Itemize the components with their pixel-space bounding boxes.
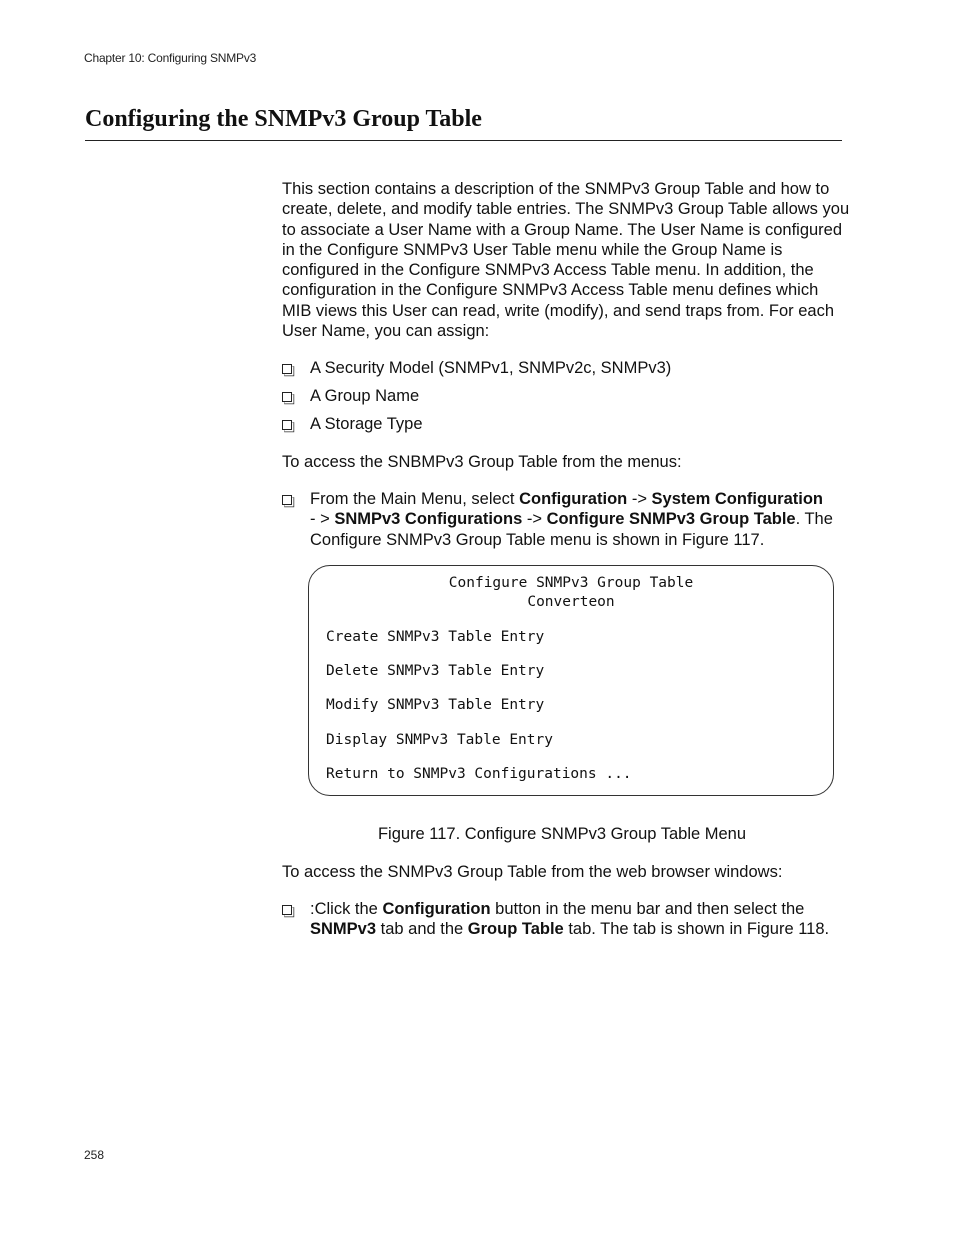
console-menu-item-delete[interactable]: Delete SNMPv3 Table Entry [326, 663, 545, 679]
snmpv3-tab-ref: SNMPv3 [310, 920, 377, 939]
page-number: 258 [84, 1148, 105, 1162]
title-rule [85, 140, 842, 141]
step-text: From the Main Menu, select Configuration -> System Configuration - > SNMPv3 Configurations -> Configure SNMPv3 Group Table. The Configure SNMPv3 Group Table menu is shown in Figure 117. [310, 490, 833, 549]
menu-path-configuration: Configuration [519, 490, 628, 508]
list-item [282, 358, 852, 378]
running-header: Chapter 10: Configuring SNMPv3 [84, 51, 257, 65]
checkbox-bullet-icon [282, 364, 292, 374]
intro-paragraph: This section contains a description of the SNMPv3 Group Table and how to create, delete, and modify table entries. The SNMPv3 Group Table allows you to associate a User Name with a Group Name. The User Name is configured in the Configure SNMPv3 User Table menu while the Group Name is configured in the Configure SNMPv3 Access Table menu. In addition, the configuration in the Configure SNMPv3 Access Table menu defines which MIB views this User can read, write (modify), and send traps from. For each User Name, you can assign: [282, 180, 850, 341]
console-menu-figure [308, 565, 834, 796]
checkbox-bullet-icon [282, 420, 292, 430]
list-item [282, 489, 852, 550]
console-title: Configure SNMPv3 Group Table [448, 575, 694, 591]
figure-caption: Figure 117. Configure SNMPv3 Group Table Menu [377, 825, 747, 843]
menus-access-lead: To access the SNBMPv3 Group Table from the menus: [282, 453, 682, 471]
checkbox-bullet-icon [282, 905, 292, 915]
console-subtitle: Converteon [527, 594, 615, 610]
menu-path-snmpv3-configurations: SNMPv3 Configurations [334, 510, 523, 529]
list-item-text: A Storage Type [310, 415, 423, 434]
list-item [282, 414, 852, 434]
assign-list [282, 358, 852, 442]
console-menu-item-modify[interactable]: Modify SNMPv3 Table Entry [326, 697, 545, 713]
checkbox-bullet-icon [282, 392, 292, 402]
checkbox-bullet-icon [282, 495, 292, 505]
step-text: :Click the Configuration button in the menu bar and then select the SNMPv3 tab and the Group Table tab. The tab is shown in Figure 118. [310, 900, 830, 939]
web-access-lead: To access the SNMPv3 Group Table from the web browser windows: [282, 863, 783, 881]
web-access-steps [282, 899, 852, 940]
menu-path-configure-group-table: Configure SNMPv3 Group Table [546, 510, 796, 529]
list-item-text: A Group Name [310, 387, 420, 406]
list-item [282, 386, 852, 406]
menu-path-system-configuration: System Configuration [651, 490, 823, 508]
console-menu-item-create[interactable]: Create SNMPv3 Table Entry [326, 629, 545, 645]
console-menu-item-return[interactable]: Return to SNMPv3 Configurations ... [326, 766, 632, 782]
console-menu-item-display[interactable]: Display SNMPv3 Table Entry [326, 732, 553, 748]
list-item-text: A Security Model (SNMPv1, SNMPv2c, SNMPv3) [310, 359, 672, 377]
section-title: Configuring the SNMPv3 Group Table [85, 106, 482, 132]
group-table-tab-ref: Group Table [467, 920, 564, 939]
list-item [282, 899, 852, 940]
menus-access-steps [282, 489, 852, 550]
configuration-button-ref: Configuration [382, 900, 491, 918]
